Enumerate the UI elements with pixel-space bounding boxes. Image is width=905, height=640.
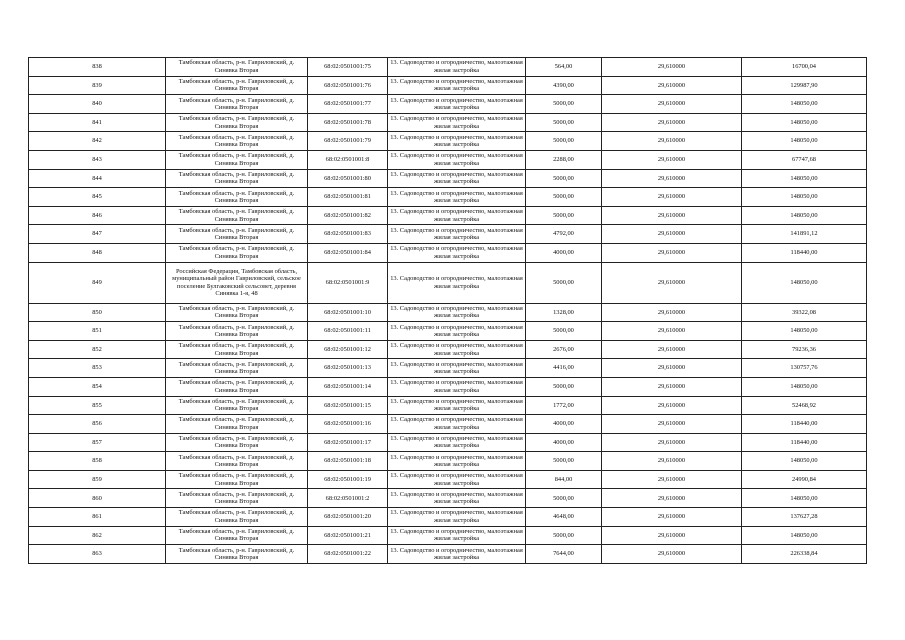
- row-number-cell: 840: [29, 95, 166, 114]
- land-use-cell: 13. Садоводство и огородничество, малоэтажная жилая застройка: [388, 489, 526, 508]
- row-number-cell: 839: [29, 76, 166, 95]
- area-cell: 5000,00: [526, 188, 602, 207]
- row-number-cell: 847: [29, 225, 166, 244]
- cadastral-value-cell: 16700,04: [742, 58, 867, 77]
- table-row: [29, 545, 867, 564]
- specific-value-cell: 29,610000: [602, 303, 742, 322]
- cadastral-value-cell: 79236,36: [742, 340, 867, 359]
- cadastral-value-cell: 148050,00: [742, 322, 867, 341]
- area-cell: 4000,00: [526, 433, 602, 452]
- address-cell: Тамбовская область, р-н. Гавриловский, д. Синявка Вторая: [166, 76, 308, 95]
- address-cell: Тамбовская область, р-н. Гавриловский, д. Синявка Вторая: [166, 188, 308, 207]
- land-plots-table: [28, 57, 867, 564]
- cadastral-value-cell: 141891,12: [742, 225, 867, 244]
- land-use-cell: 13. Садоводство и огородничество, малоэтажная жилая застройка: [388, 452, 526, 471]
- area-cell: 5000,00: [526, 526, 602, 545]
- cadastral-value-cell: 67747,68: [742, 150, 867, 169]
- row-number-cell: 857: [29, 433, 166, 452]
- table-row: [29, 188, 867, 207]
- cadastral-value-cell: 118440,00: [742, 415, 867, 434]
- address-cell: Тамбовская область, р-н. Гавриловский, д. Синявка Вторая: [166, 58, 308, 77]
- cadastral-number-cell: 68:02:0501001:18: [308, 452, 388, 471]
- cadastral-value-cell: 148050,00: [742, 526, 867, 545]
- table-row: [29, 113, 867, 132]
- land-use-cell: 13. Садоводство и огородничество, малоэтажная жилая застройка: [388, 526, 526, 545]
- row-number-cell: 849: [29, 262, 166, 303]
- table-row: [29, 359, 867, 378]
- cadastral-value-cell: 130757,76: [742, 359, 867, 378]
- specific-value-cell: 29,610000: [602, 545, 742, 564]
- specific-value-cell: 29,610000: [602, 452, 742, 471]
- row-number-cell: 845: [29, 188, 166, 207]
- table-row: [29, 225, 867, 244]
- cadastral-value-cell: 148050,00: [742, 132, 867, 151]
- cadastral-value-cell: 148050,00: [742, 206, 867, 225]
- address-cell: Тамбовская область, р-н. Гавриловский, д. Синявка Вторая: [166, 95, 308, 114]
- area-cell: 2288,00: [526, 150, 602, 169]
- area-cell: 5000,00: [526, 377, 602, 396]
- cadastral-number-cell: 68:02:0501001:21: [308, 526, 388, 545]
- cadastral-number-cell: 68:02:0501001:77: [308, 95, 388, 114]
- cadastral-number-cell: 68:02:0501001:13: [308, 359, 388, 378]
- address-cell: Тамбовская область, р-н. Гавриловский, д. Синявка Вторая: [166, 206, 308, 225]
- cadastral-value-cell: 129987,90: [742, 76, 867, 95]
- specific-value-cell: 29,610000: [602, 489, 742, 508]
- cadastral-number-cell: 68:02:0501001:84: [308, 243, 388, 262]
- specific-value-cell: 29,610000: [602, 396, 742, 415]
- specific-value-cell: 29,610000: [602, 322, 742, 341]
- address-cell: Тамбовская область, р-н. Гавриловский, д. Синявка Вторая: [166, 303, 308, 322]
- table-row: [29, 489, 867, 508]
- cadastral-value-cell: 148050,00: [742, 377, 867, 396]
- cadastral-value-cell: 39322,08: [742, 303, 867, 322]
- land-use-cell: 13. Садоводство и огородничество, малоэтажная жилая застройка: [388, 508, 526, 527]
- address-cell: Тамбовская область, р-н. Гавриловский, д. Синявка Вторая: [166, 415, 308, 434]
- land-use-cell: 13. Садоводство и огородничество, малоэтажная жилая застройка: [388, 150, 526, 169]
- cadastral-value-cell: 148050,00: [742, 452, 867, 471]
- table-row: [29, 470, 867, 489]
- cadastral-number-cell: 68:02:0501001:9: [308, 262, 388, 303]
- table-row: [29, 322, 867, 341]
- row-number-cell: 856: [29, 415, 166, 434]
- row-number-cell: 860: [29, 489, 166, 508]
- land-use-cell: 13. Садоводство и огородничество, малоэтажная жилая застройка: [388, 396, 526, 415]
- address-cell: Тамбовская область, р-н. Гавриловский, д. Синявка Вторая: [166, 545, 308, 564]
- row-number-cell: 844: [29, 169, 166, 188]
- table-row: [29, 526, 867, 545]
- row-number-cell: 846: [29, 206, 166, 225]
- specific-value-cell: 29,610000: [602, 508, 742, 527]
- table-row: [29, 169, 867, 188]
- land-use-cell: 13. Садоводство и огородничество, малоэтажная жилая застройка: [388, 95, 526, 114]
- specific-value-cell: 29,610000: [602, 188, 742, 207]
- row-number-cell: 842: [29, 132, 166, 151]
- land-use-cell: 13. Садоводство и огородничество, малоэтажная жилая застройка: [388, 415, 526, 434]
- cadastral-value-cell: 148050,00: [742, 169, 867, 188]
- row-number-cell: 855: [29, 396, 166, 415]
- area-cell: 844,00: [526, 470, 602, 489]
- area-cell: 4000,00: [526, 415, 602, 434]
- row-number-cell: 843: [29, 150, 166, 169]
- address-cell: Тамбовская область, р-н. Гавриловский, д. Синявка Вторая: [166, 340, 308, 359]
- table-row: [29, 132, 867, 151]
- table-row: [29, 206, 867, 225]
- table-row: [29, 433, 867, 452]
- cadastral-number-cell: 68:02:0501001:80: [308, 169, 388, 188]
- specific-value-cell: 29,610000: [602, 359, 742, 378]
- specific-value-cell: 29,610000: [602, 95, 742, 114]
- specific-value-cell: 29,610000: [602, 76, 742, 95]
- specific-value-cell: 29,610000: [602, 225, 742, 244]
- cadastral-value-cell: 52468,92: [742, 396, 867, 415]
- cadastral-number-cell: 68:02:0501001:79: [308, 132, 388, 151]
- cadastral-number-cell: 68:02:0501001:12: [308, 340, 388, 359]
- row-number-cell: 852: [29, 340, 166, 359]
- row-number-cell: 862: [29, 526, 166, 545]
- row-number-cell: 861: [29, 508, 166, 527]
- cadastral-number-cell: 68:02:0501001:22: [308, 545, 388, 564]
- cadastral-number-cell: 68:02:0501001:75: [308, 58, 388, 77]
- cadastral-number-cell: 68:02:0501001:81: [308, 188, 388, 207]
- address-cell: Тамбовская область, р-н. Гавриловский, д. Синявка Вторая: [166, 225, 308, 244]
- area-cell: 5000,00: [526, 262, 602, 303]
- address-cell: Тамбовская область, р-н. Гавриловский, д. Синявка Вторая: [166, 470, 308, 489]
- row-number-cell: 854: [29, 377, 166, 396]
- cadastral-number-cell: 68:02:0501001:11: [308, 322, 388, 341]
- cadastral-number-cell: 68:02:0501001:8: [308, 150, 388, 169]
- table-row: [29, 452, 867, 471]
- area-cell: 4416,00: [526, 359, 602, 378]
- address-cell: Тамбовская область, р-н. Гавриловский, д. Синявка Вторая: [166, 433, 308, 452]
- specific-value-cell: 29,610000: [602, 169, 742, 188]
- cadastral-value-cell: 118440,00: [742, 243, 867, 262]
- specific-value-cell: 29,610000: [602, 470, 742, 489]
- area-cell: 5000,00: [526, 206, 602, 225]
- specific-value-cell: 29,610000: [602, 262, 742, 303]
- row-number-cell: 863: [29, 545, 166, 564]
- address-cell: Тамбовская область, р-н. Гавриловский, д. Синявка Вторая: [166, 526, 308, 545]
- land-use-cell: 13. Садоводство и огородничество, малоэтажная жилая застройка: [388, 132, 526, 151]
- address-cell: Тамбовская область, р-н. Гавриловский, д. Синявка Вторая: [166, 508, 308, 527]
- land-use-cell: 13. Садоводство и огородничество, малоэтажная жилая застройка: [388, 359, 526, 378]
- row-number-cell: 859: [29, 470, 166, 489]
- area-cell: 4648,00: [526, 508, 602, 527]
- specific-value-cell: 29,610000: [602, 526, 742, 545]
- area-cell: 5000,00: [526, 95, 602, 114]
- address-cell: Тамбовская область, р-н. Гавриловский, д. Синявка Вторая: [166, 169, 308, 188]
- table-row: [29, 58, 867, 77]
- cadastral-number-cell: 68:02:0501001:2: [308, 489, 388, 508]
- cadastral-number-cell: 68:02:0501001:14: [308, 377, 388, 396]
- specific-value-cell: 29,610000: [602, 132, 742, 151]
- cadastral-value-cell: 148050,00: [742, 489, 867, 508]
- table-body: [29, 58, 867, 564]
- area-cell: 5000,00: [526, 169, 602, 188]
- address-cell: Тамбовская область, р-н. Гавриловский, д. Синявка Вторая: [166, 396, 308, 415]
- table-row: [29, 303, 867, 322]
- land-use-cell: 13. Садоводство и огородничество, малоэтажная жилая застройка: [388, 433, 526, 452]
- land-use-cell: 13. Садоводство и огородничество, малоэтажная жилая застройка: [388, 262, 526, 303]
- row-number-cell: 858: [29, 452, 166, 471]
- cadastral-number-cell: 68:02:0501001:82: [308, 206, 388, 225]
- area-cell: 5000,00: [526, 452, 602, 471]
- specific-value-cell: 29,610000: [602, 113, 742, 132]
- area-cell: 1328,00: [526, 303, 602, 322]
- specific-value-cell: 29,610000: [602, 206, 742, 225]
- specific-value-cell: 29,610000: [602, 415, 742, 434]
- area-cell: 4000,00: [526, 243, 602, 262]
- table-row: [29, 243, 867, 262]
- cadastral-number-cell: 68:02:0501001:16: [308, 415, 388, 434]
- address-cell: Тамбовская область, р-н. Гавриловский, д. Синявка Вторая: [166, 150, 308, 169]
- table-row: [29, 396, 867, 415]
- specific-value-cell: 29,610000: [602, 377, 742, 396]
- row-number-cell: 848: [29, 243, 166, 262]
- cadastral-value-cell: 148050,00: [742, 262, 867, 303]
- land-use-cell: 13. Садоводство и огородничество, малоэтажная жилая застройка: [388, 206, 526, 225]
- land-use-cell: 13. Садоводство и огородничество, малоэтажная жилая застройка: [388, 377, 526, 396]
- table-row: [29, 415, 867, 434]
- land-use-cell: 13. Садоводство и огородничество, малоэтажная жилая застройка: [388, 58, 526, 77]
- area-cell: 7644,00: [526, 545, 602, 564]
- address-cell: Тамбовская область, р-н. Гавриловский, д. Синявка Вторая: [166, 132, 308, 151]
- cadastral-number-cell: 68:02:0501001:19: [308, 470, 388, 489]
- table-row: [29, 76, 867, 95]
- cadastral-value-cell: 137627,28: [742, 508, 867, 527]
- address-cell: Тамбовская область, р-н. Гавриловский, д. Синявка Вторая: [166, 113, 308, 132]
- land-use-cell: 13. Садоводство и огородничество, малоэтажная жилая застройка: [388, 243, 526, 262]
- cadastral-number-cell: 68:02:0501001:10: [308, 303, 388, 322]
- land-use-cell: 13. Садоводство и огородничество, малоэтажная жилая застройка: [388, 76, 526, 95]
- land-use-cell: 13. Садоводство и огородничество, малоэтажная жилая застройка: [388, 340, 526, 359]
- address-cell: Тамбовская область, р-н. Гавриловский, д. Синявка Вторая: [166, 452, 308, 471]
- specific-value-cell: 29,610000: [602, 433, 742, 452]
- cadastral-value-cell: 148050,00: [742, 95, 867, 114]
- cadastral-value-cell: 148050,00: [742, 113, 867, 132]
- land-use-cell: 13. Садоводство и огородничество, малоэтажная жилая застройка: [388, 322, 526, 341]
- row-number-cell: 851: [29, 322, 166, 341]
- cadastral-number-cell: 68:02:0501001:17: [308, 433, 388, 452]
- address-cell: Тамбовская область, р-н. Гавриловский, д. Синявка Вторая: [166, 243, 308, 262]
- table-row: [29, 508, 867, 527]
- land-use-cell: 13. Садоводство и огородничество, малоэтажная жилая застройка: [388, 225, 526, 244]
- cadastral-number-cell: 68:02:0501001:83: [308, 225, 388, 244]
- cadastral-number-cell: 68:02:0501001:76: [308, 76, 388, 95]
- row-number-cell: 838: [29, 58, 166, 77]
- cadastral-value-cell: 24990,84: [742, 470, 867, 489]
- specific-value-cell: 29,610000: [602, 243, 742, 262]
- land-use-cell: 13. Садоводство и огородничество, малоэтажная жилая застройка: [388, 169, 526, 188]
- table-row: [29, 377, 867, 396]
- land-use-cell: 13. Садоводство и огородничество, малоэтажная жилая застройка: [388, 470, 526, 489]
- area-cell: 4792,00: [526, 225, 602, 244]
- area-cell: 5000,00: [526, 489, 602, 508]
- cadastral-value-cell: 118440,00: [742, 433, 867, 452]
- land-use-cell: 13. Садоводство и огородничество, малоэтажная жилая застройка: [388, 113, 526, 132]
- table-row: [29, 262, 867, 303]
- specific-value-cell: 29,610000: [602, 340, 742, 359]
- address-cell: Российская Федерация, Тамбовская область, муниципальный район Гавриловский, сельское поселение Булгаковский сельсовет, деревня Синявка 1-я, 48: [166, 262, 308, 303]
- row-number-cell: 841: [29, 113, 166, 132]
- table-row: [29, 150, 867, 169]
- row-number-cell: 850: [29, 303, 166, 322]
- area-cell: 564,00: [526, 58, 602, 77]
- land-use-cell: 13. Садоводство и огородничество, малоэтажная жилая застройка: [388, 303, 526, 322]
- area-cell: 4390,00: [526, 76, 602, 95]
- land-use-cell: 13. Садоводство и огородничество, малоэтажная жилая застройка: [388, 545, 526, 564]
- row-number-cell: 853: [29, 359, 166, 378]
- area-cell: 2676,00: [526, 340, 602, 359]
- table-row: [29, 340, 867, 359]
- area-cell: 5000,00: [526, 113, 602, 132]
- cadastral-number-cell: 68:02:0501001:20: [308, 508, 388, 527]
- cadastral-value-cell: 226338,84: [742, 545, 867, 564]
- area-cell: 5000,00: [526, 132, 602, 151]
- address-cell: Тамбовская область, р-н. Гавриловский, д. Синявка Вторая: [166, 359, 308, 378]
- cadastral-number-cell: 68:02:0501001:78: [308, 113, 388, 132]
- address-cell: Тамбовская область, р-н. Гавриловский, д. Синявка Вторая: [166, 377, 308, 396]
- area-cell: 5000,00: [526, 322, 602, 341]
- area-cell: 1772,00: [526, 396, 602, 415]
- cadastral-number-cell: 68:02:0501001:15: [308, 396, 388, 415]
- land-use-cell: 13. Садоводство и огородничество, малоэтажная жилая застройка: [388, 188, 526, 207]
- address-cell: Тамбовская область, р-н. Гавриловский, д. Синявка Вторая: [166, 322, 308, 341]
- specific-value-cell: 29,610000: [602, 58, 742, 77]
- specific-value-cell: 29,610000: [602, 150, 742, 169]
- table-row: [29, 95, 867, 114]
- cadastral-value-cell: 148050,00: [742, 188, 867, 207]
- address-cell: Тамбовская область, р-н. Гавриловский, д. Синявка Вторая: [166, 489, 308, 508]
